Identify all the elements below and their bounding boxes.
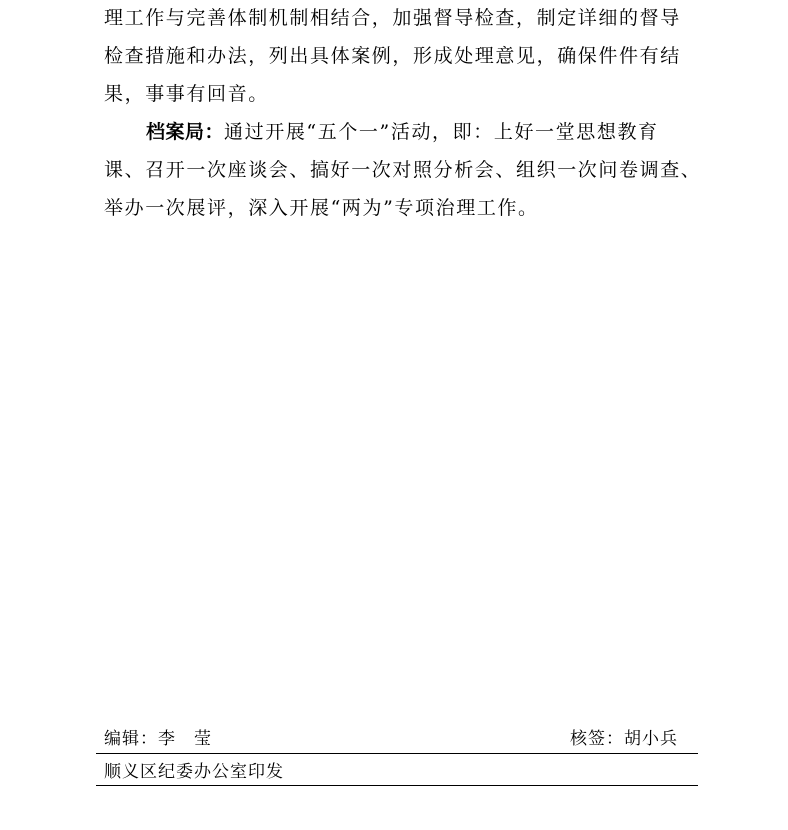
archives-bureau-lead: 档案局： xyxy=(146,121,225,143)
footer-divider-top xyxy=(96,753,698,754)
editor-credit: 编辑：李 莹 xyxy=(104,729,212,749)
checker-credit: 核签：胡小兵 xyxy=(570,729,678,749)
body-line-1: 理工作与完善体制机制相结合，加强督导检查，制定详细的督导 xyxy=(104,7,681,29)
archives-line-1: 通过开展“五个一”活动，即：上好一堂思想教育 xyxy=(224,121,659,143)
issuer-line: 顺义区纪委办公室印发 xyxy=(104,762,284,782)
body-line-3: 果，事事有回音。 xyxy=(104,83,269,105)
body-line-2: 检查措施和办法，列出具体案例，形成处理意见，确保件件有结 xyxy=(104,45,681,67)
archives-paragraph-first-line xyxy=(104,119,736,145)
footer-divider-bottom xyxy=(96,785,698,786)
archives-line-2: 课、召开一次座谈会、搞好一次对照分析会、组织一次问卷调查、 xyxy=(104,159,702,181)
archives-line-3: 举办一次展评，深入开展“两为”专项治理工作。 xyxy=(104,197,539,219)
